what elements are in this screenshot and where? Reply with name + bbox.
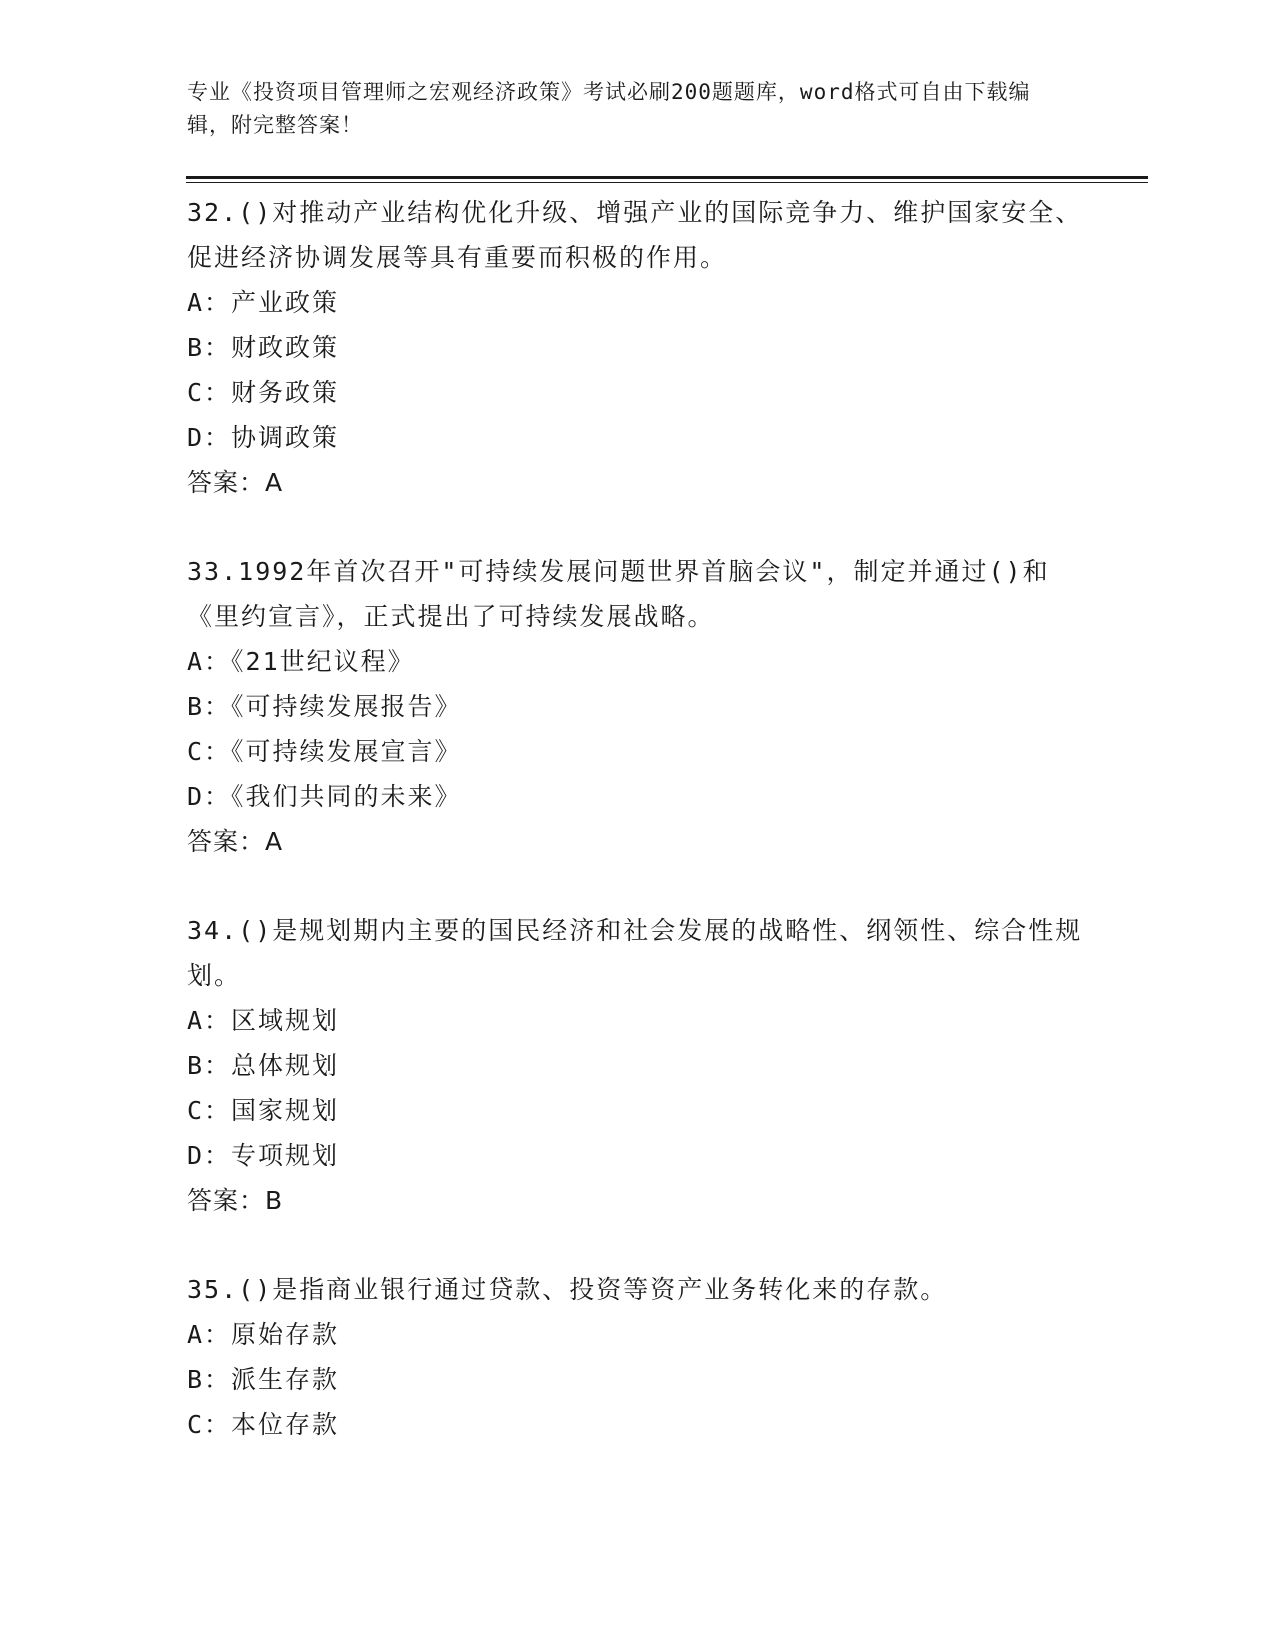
option-b: B：《可持续发展报告》 — [187, 692, 462, 721]
option-b: B：派生存款 — [187, 1365, 340, 1394]
option-c: C：财务政策 — [187, 378, 340, 407]
option-b: B：总体规划 — [187, 1051, 340, 1080]
question-stem: 33.1992年首次召开"可持续发展问题世界首脑会议"，制定并通过()和《里约宣言》，正式提出了可持续发展战略。 — [187, 557, 1050, 631]
question-32 — [187, 190, 1087, 505]
question-stem: 32.()对推动产业结构优化升级、增强产业的国际竞争力、维护国家安全、促进经济协调发展等具有重要而积极的作用。 — [187, 198, 1083, 272]
answer-line: 答案：A — [187, 468, 284, 497]
option-a: A：原始存款 — [187, 1320, 340, 1349]
option-c: C：国家规划 — [187, 1096, 340, 1125]
option-a: A：区域规划 — [187, 1006, 340, 1035]
answer-line: 答案：B — [187, 1186, 284, 1215]
question-stem: 35.()是指商业银行通过贷款、投资等资产业务转化来的存款。 — [187, 1275, 948, 1304]
question-33 — [187, 549, 1087, 864]
question-list — [187, 190, 1087, 1491]
option-c: C：《可持续发展宣言》 — [187, 737, 462, 766]
header-rule-thin — [186, 182, 1148, 183]
answer-line: 答案：A — [187, 827, 284, 856]
question-stem: 34.()是规划期内主要的国民经济和社会发展的战略性、纲领性、综合性规划。 — [187, 916, 1083, 990]
header-rule-thick — [186, 176, 1148, 179]
question-34 — [187, 908, 1087, 1223]
question-35 — [187, 1267, 1087, 1447]
document-header: 专业《投资项目管理师之宏观经济政策》考试必刷200题题库，word格式可自由下载编辑，附完整答案！ — [187, 80, 1031, 137]
option-a: A：产业政策 — [187, 288, 340, 317]
option-d: D：《我们共同的未来》 — [187, 782, 462, 811]
option-b: B：财政政策 — [187, 333, 340, 362]
option-a: A：《21世纪议程》 — [187, 647, 415, 676]
option-c: C：本位存款 — [187, 1410, 340, 1439]
option-d: D：协调政策 — [187, 423, 340, 452]
option-d: D：专项规划 — [187, 1141, 340, 1170]
